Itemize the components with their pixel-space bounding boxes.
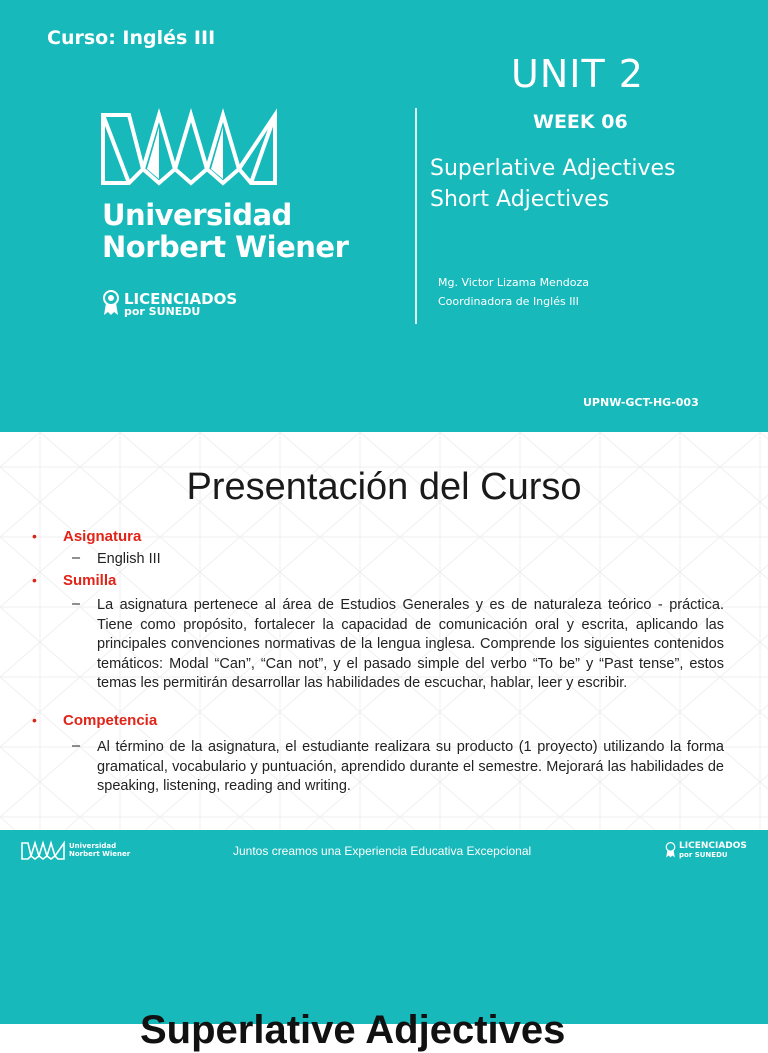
subtitle-line-2: Short Adjectives <box>430 187 610 212</box>
vertical-divider <box>415 108 417 324</box>
unit-title: UNIT 2 <box>511 52 644 96</box>
author-name: Mg. Victor Lizama Mendoza <box>438 276 590 289</box>
section-label: Sumilla <box>63 572 117 589</box>
subtitle-line-1: Superlative Adjectives <box>430 156 676 181</box>
document-code: UPNW-GCT-HG-003 <box>583 396 699 409</box>
next-slide <box>0 876 768 1052</box>
dash-marker: – <box>72 738 81 754</box>
footer-licenciados: LICENCIADOS <box>679 841 747 851</box>
university-name-line-2: Norbert Wiener <box>102 230 349 264</box>
university-name-line-1: Universidad <box>102 198 292 232</box>
presentation-slide <box>0 432 768 830</box>
next-slide-title: Superlative Adjectives <box>140 1008 566 1052</box>
course-title: Curso: Inglés III <box>47 27 216 49</box>
item-text: Al término de la asignatura, el estudiante realizara su producto (1 proyecto) utilizando la forma gramatical, vocabulario y puntuación, aprendido durante el semestre. Mejorará las habilidades de speaking, listening, reading and writing. <box>97 739 724 795</box>
item-text: La asignatura pertenece al área de Estudios Generales y es de naturaleza teórico - práctica. Tiene como propósito, fortalecer la capacidad de comunicación oral y escrita, aplicando las principales convenciones normativas de la lengua inglesa. Comprende los siguientes contenidos temáticos: Modal “Can”, “Can not”, y el pasado simple del verbo “To be” y “Past tense”, estos temas les permitirán desarrollar las habilidades de escuchar, hablar, leer y escribir. <box>97 597 724 692</box>
bullet-dot-icon: • <box>32 528 37 544</box>
por-sunedu-label: por SUNEDU <box>124 305 201 318</box>
slide-title: Presentación del Curso <box>186 466 582 508</box>
bullet-dot-icon: • <box>32 712 37 728</box>
sunedu-badge-icon <box>102 290 120 316</box>
author-role: Coordinadora de Inglés III <box>438 295 579 308</box>
footer-university-line-2: Norbert Wiener <box>69 850 131 858</box>
dash-marker: – <box>72 550 81 566</box>
footer-logo-icon <box>21 842 65 860</box>
dash-marker: – <box>72 596 81 612</box>
footer-sunedu-badge-icon <box>665 842 676 858</box>
university-logo-icon <box>101 111 277 187</box>
section-label: Competencia <box>63 712 158 729</box>
item-text: English III <box>97 551 161 567</box>
cover-slide <box>0 0 768 432</box>
bullet-dot-icon: • <box>32 572 37 588</box>
slide-footer <box>0 830 768 876</box>
footer-tagline: Juntos creamos una Experiencia Educativa Excepcional <box>233 844 532 858</box>
section-label: Asignatura <box>63 528 142 545</box>
licenciados-label: LICENCIADOS <box>124 290 238 308</box>
week-label: WEEK 06 <box>533 111 628 133</box>
footer-university-line-1: Universidad <box>69 842 117 850</box>
footer-por-sunedu: por SUNEDU <box>679 851 728 859</box>
